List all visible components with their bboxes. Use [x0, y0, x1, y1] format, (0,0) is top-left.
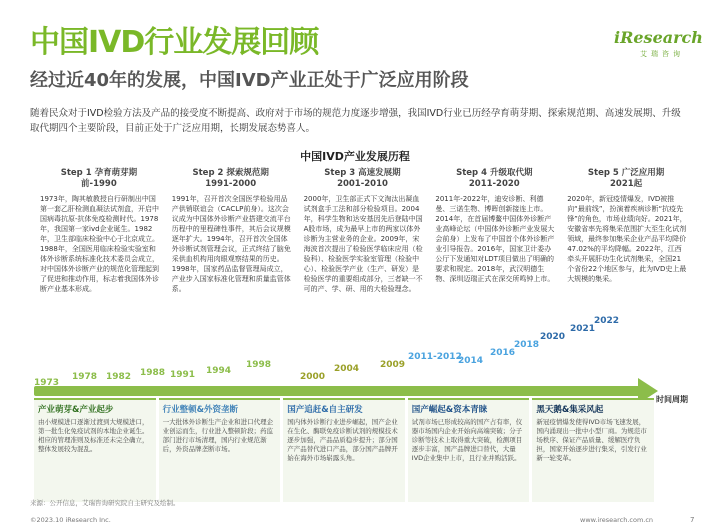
step-2	[166, 166, 296, 366]
step-title: Step 4 升级取代期	[456, 168, 533, 178]
step-head	[561, 166, 691, 194]
timeline-year: 2009	[380, 360, 406, 370]
phase-5	[532, 398, 654, 502]
timeline-year: 2004	[334, 364, 360, 374]
timeline	[34, 316, 696, 404]
step-years: 2001-2010	[337, 179, 388, 189]
step-body: 2020年，新冠疫情爆发，IVD被推向“最前线”，扮演着疾病诊断“抗疫先锋”的角色，市场业绩向好。2021年，安徽省率先将集采范围扩大至生化试剂领域，最终参加集采企业产品平均降价47.02%的平均降幅。2022年，江西牵头开展肝功生化试剂集采，全国21个省份22个地区参与，此为IVD史上最大规模的集采。	[567, 195, 687, 283]
iresearch-logo	[614, 28, 703, 68]
timeline-year: 1973	[34, 378, 60, 388]
step-body: 1973年，陶其敏教授自行研制出中国第一套乙肝检测血凝法试剂盒，开启中国病毒抗原-抗体免疫检测时代。1978年，我国第一家ivd企业诞生。1982年，卫生部临床检验中心于北京成立。1988年，全国医用临床检验实验室和体外诊断系统标准化技术委员会成立，对中国体外诊断产业的规范化管理起到了促进和推动作用，标志着我国体外诊断产业基本形成。	[40, 195, 159, 293]
timeline-year: 2022	[594, 316, 620, 326]
phase-title: 行业整顿&外资垄断	[162, 405, 239, 415]
timeline-year: 2020	[540, 332, 566, 342]
phase-title: 产业萌芽&产业起步	[38, 405, 114, 415]
phases-row	[34, 398, 654, 502]
timeline-year: 1991	[170, 370, 196, 380]
step-5	[561, 166, 691, 366]
logo-text: iResearch	[614, 28, 703, 47]
steps-row	[34, 166, 691, 366]
step-title: Step 1 孕育萌芽期	[60, 168, 138, 178]
timeline-year: 2021	[570, 324, 596, 334]
step-head	[429, 166, 559, 194]
footer-site[interactable]: www.iresearch.com.cn	[580, 516, 654, 524]
page-number: 7	[690, 516, 695, 524]
step-years: 2011-2020	[468, 179, 520, 189]
step-1	[34, 166, 164, 366]
footer-source: 来源：公开信息，艾瑞咨询研究院自主研究及绘制。	[30, 499, 180, 507]
step-head	[298, 166, 428, 194]
step-title: Step 5 广泛应用期	[587, 168, 665, 178]
phase-1	[34, 398, 156, 502]
timeline-bar	[34, 386, 644, 396]
timeline-year: 2000	[300, 372, 326, 382]
phase-body: 一大批体外诊断生产企业和进口代理企业创运而生，行业进入整顿阶段；药监部门进行市场清理，国内行业规范渐后，外资品牌垄断市场。	[162, 418, 274, 453]
intro-paragraph: 随着民众对于IVD检验方法及产品的接受度不断提高、政府对于市场的规范力度逐步增强，我国IVD行业已历经孕育萌芽期、探索规范期、高速发展期、升级取代期四个主要阶段，目前正处于广泛应用期，长期发展态势喜人。	[30, 108, 681, 134]
phase-body: 由小规模进口逐渐过渡到大规模进口，第一批生化免疫试剂的本地企业诞生。相应的管理准则及标准还未完全确立，整体发展较为混乱。	[38, 418, 149, 453]
timeline-year: 1998	[246, 360, 272, 370]
step-body: 2000年，卫生部正式下文淘汰出凝血试剂盒手工法和部分检验项目。2004年，科学生物和达安基因先后登陆中国A股市场，成为最早上市的两家以体外诊断为主营业务的企业。2009年，宋海波首次提出了检验医学临床应用（检验科）、检验医学实验室管理（检验中心）、检验医学产业（生产、研发）是检验医学的重要组成部分，三者缺一不可的产、学、研、用的大检验理念。	[303, 195, 423, 293]
step-body: 1991年，召开首次全国医学检验用品产供销联谊会（CACLP前身）。这次会议成为中国体外诊断产业搭建交流平台历程中的里程碑性事件，其后会议规模逐年扩大。1994年，召开首次全国体外诊断试剂管理会议，正式终结了脑免采供血机构用肉眼观察结果的历史。1998年，国家药品监督管理局成立，产业步入国家标准化管理和质量监管体系。	[171, 195, 291, 293]
timeline-year: 1982	[106, 372, 132, 382]
timeline-year: 1978	[72, 372, 98, 382]
step-3	[298, 166, 428, 366]
timeline-year: 2014	[458, 356, 484, 366]
step-years: 2021起	[610, 179, 643, 189]
timeline-year: 1988	[140, 368, 166, 378]
timeline-label: 时间周期	[656, 395, 688, 404]
timeline-year: 2018	[514, 340, 540, 350]
step-title: Step 2 探索规范期	[192, 168, 269, 178]
phase-title: 国产崛起&资本青睐	[411, 405, 488, 415]
step-years: 1991-2000	[205, 179, 257, 189]
step-years: 前-1990	[81, 179, 117, 189]
phase-4	[408, 398, 530, 502]
step-head	[166, 166, 296, 194]
timeline-year: 1994	[206, 366, 232, 376]
timeline-year: 2016	[490, 348, 516, 358]
phase-title: 黑天鹅&集采风起	[536, 405, 604, 415]
step-body: 2011年-2022年，迪安诊断、利德曼、三诺生物、博晖创新接连上市。2014年，在首届博鳌中国体外诊断产业高峰论坛（中国体外诊断产业发展大会前身）上发布了中国首个体外诊断产业引导报告。2016年，国家卫计委办公厅下发通知对LDT项目做出了明确的要求和规定。2018年，武汉明德生物、深圳迈瑞正式在深交所鸣钟上市。	[435, 195, 555, 283]
step-head	[34, 166, 164, 194]
phase-2	[159, 398, 281, 502]
phase-body: 新冠疫情爆发使得IVD市场飞速发展，国内涌现出一批中小型厂商。为规范市场秩序、保证产品质量、缓解医疗负担，国家开始逐步进行集采，引发行业新一轮变革。	[536, 418, 647, 462]
logo-cn: 艾瑞咨询	[640, 50, 684, 58]
footer-copyright: ©2023.10 iResearch Inc.	[30, 516, 111, 524]
phase-3	[283, 398, 405, 502]
page-title: 中国IVD行业发展回顾	[30, 25, 319, 60]
phase-body: 国内体外诊断行业进步崛起，国产企业在生化、酶联免疫诊断试剂的规模技术逐步加强，产品品质稳步提升；部分国产产品替代进口产品，部分国产品牌开始在海外市场崭露头角。	[287, 418, 398, 462]
page-subtitle: 经过近40年的发展，中国IVD产业正处于广泛应用阶段	[30, 70, 469, 91]
section-title: 中国IVD产业发展历程	[300, 150, 410, 163]
timeline-year: 2011-2012	[408, 352, 462, 362]
phase-body: 试剂市场已形成较高的国产占有率，仪器市场国内企业开始向高端突破；分子诊断等技术上取得重大突破，检测项目逐步丰富，国产品牌进口替代，大量IVD企业集中上市，且行业并购活跃。	[411, 418, 523, 462]
step-title: Step 3 高速发展期	[324, 168, 401, 178]
phase-title: 国产追赶&自主研发	[287, 405, 363, 415]
